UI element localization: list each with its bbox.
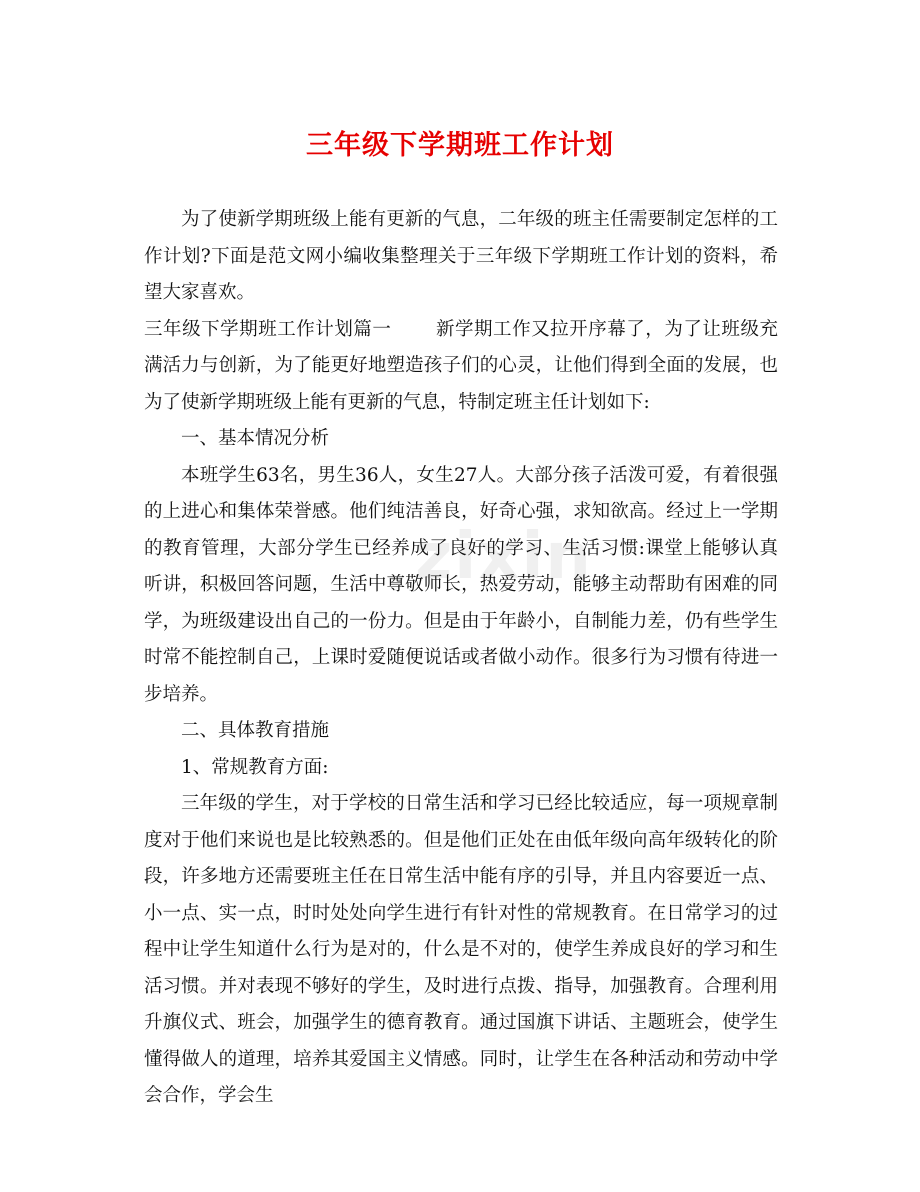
routine-paragraph: 三年级的学生，对于学校的日常生活和学习已经比较适应，每一项规章制度对于他们来说也是比较熟悉的。但是他们正处在由低年级向高年级转化的阶段，许多地方还需要班主任在日常生活中能有序的引导，并且内容要近一点、小一点、实一点，时时处处向学生进行有针对性的常规教育。在日常学习的过程中让学生知道什么行为是对的，什么是不对的，使学生养成良好的学习和生活习惯。并对表现不够好的学生，及时进行点拨、指导，加强教育。合理利用升旗仪式、班会，加强学生的德育教育。通过国旗下讲话、主题班会，使学生懂得做人的道理，培养其爱国主义情感。同时，让学生在各种活动和劳动中学会合作，学会生 xyxy=(144,793,778,1106)
heading-education-measures: 二、具体教育措施 xyxy=(181,720,330,741)
section-text: 新学期工作又拉开序幕了，为了让班级充满活力与创新，为了能更好地塑造孩子们的心灵，让他们得到全面的发展，也为了使新学期班级上能有更新的气息，特制定班主任计划如下: xyxy=(144,318,778,413)
document-body xyxy=(144,202,778,1115)
section-paragraph xyxy=(144,312,778,422)
heading-routine-education: 1、常规教育方面: xyxy=(181,756,329,778)
section-label: 三年级下学期班工作计划篇一 xyxy=(144,318,392,340)
document-title: 三年级下学期班工作计划 xyxy=(306,130,614,161)
intro-paragraph: 为了使新学期班级上能有更新的气息，二年级的班主任需要制定怎样的工作计划?下面是范文网小编收集整理关于三年级下学期班工作计划的资料，希望大家喜欢。 xyxy=(144,209,778,303)
heading-basic-situation: 一、基本情况分析 xyxy=(181,428,330,449)
watermark: zixin xyxy=(415,520,593,594)
situation-paragraph: 本班学生63名，男生36人，女生27人。大部分孩子活泼可爱，有着很强的上进心和集体荣誉感。他们纯洁善良，好奇心强，求知欲高。经过上一学期的教育管理，大部分学生已经养成了良好的学习、生活习惯:课堂上能够认真听讲，积极回答问题，生活中尊敬师长，热爱劳动，能够主动帮助有困难的同学，为班级建设出自己的一份力。但是由于年龄小，自制能力差，仍有些学生时常不能控制自己，上课时爱随便说话或者做小动作。很多行为习惯有待进一步培养。 xyxy=(144,464,778,705)
